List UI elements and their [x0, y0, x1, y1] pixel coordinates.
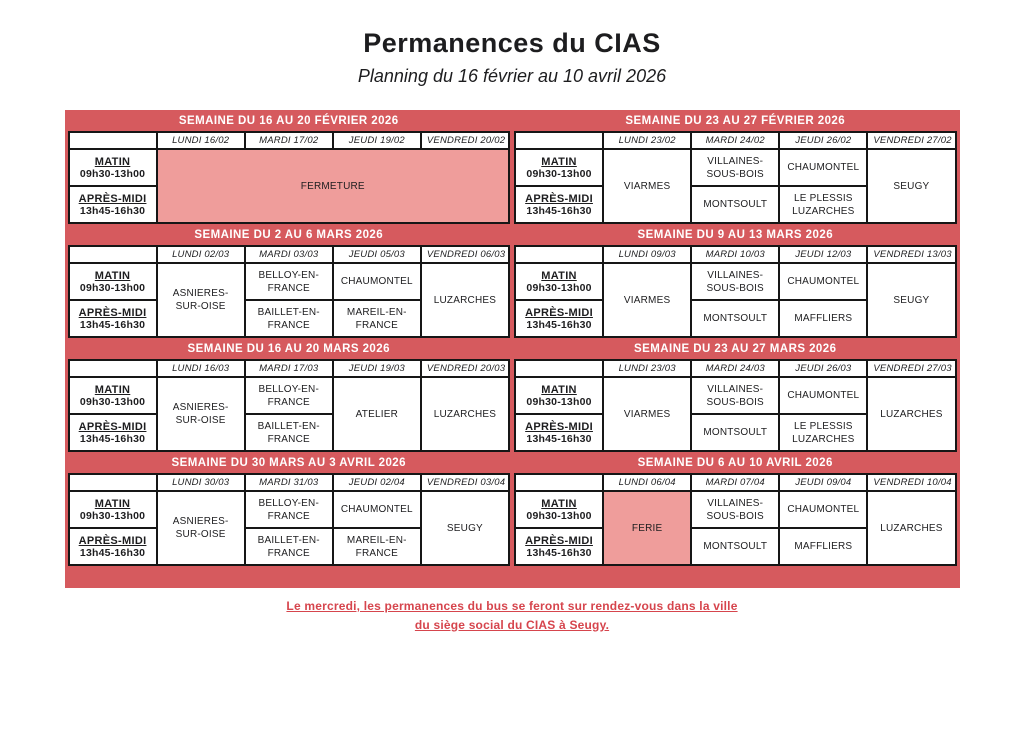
matin-label: MATIN [541, 383, 577, 396]
day-header: JEUDI 26/02 [779, 132, 867, 149]
matin-row-label [69, 377, 157, 414]
schedule-cell: SEUGY [867, 149, 955, 223]
day-header: VENDREDI 13/03 [867, 246, 955, 263]
apres-midi-row-label [69, 414, 157, 451]
page-subtitle: Planning du 16 février au 10 avril 2026 [357, 66, 667, 86]
week-title: SEMAINE DU 9 AU 13 MARS 2026 [637, 228, 834, 241]
matin-row-label [69, 149, 157, 186]
schedule-cell: LUZARCHES [421, 263, 509, 337]
schedule-cell: BELLOY-EN-FRANCE [245, 377, 333, 414]
matin-row-label [69, 263, 157, 300]
matin-label: MATIN [94, 155, 131, 168]
week-title: SEMAINE DU 30 MARS AU 3 AVRIL 2026 [171, 456, 406, 469]
day-header: LUNDI 16/03 [157, 360, 245, 377]
week-table [514, 245, 957, 338]
week-table [68, 473, 511, 566]
matin-label: MATIN [541, 269, 577, 282]
week-table [68, 245, 511, 338]
schedule-cell: MAREIL-EN-FRANCE [333, 528, 421, 565]
schedule-cell: VIARMES [603, 263, 691, 337]
day-header: VENDREDI 20/02 [421, 132, 509, 149]
schedule-cell: ASNIERES-SUR-OISE [157, 491, 245, 565]
week-block [514, 452, 957, 566]
matin-time: 09h30-13h00 [79, 395, 146, 408]
matin-time: 09h30-13h00 [79, 281, 146, 294]
week-block [514, 338, 957, 452]
schedule-cell: BAILLET-EN-FRANCE [245, 300, 333, 337]
schedule-cell: LUZARCHES [867, 377, 955, 451]
schedule-cell: CHAUMONTEL [333, 491, 421, 528]
week-block [68, 452, 511, 566]
day-header: MARDI 24/03 [691, 360, 779, 377]
schedule-cell: VIARMES [603, 377, 691, 451]
week-table [68, 131, 511, 224]
apres-midi-time: 13h45-16h30 [79, 432, 146, 445]
matin-time: 09h30-13h00 [79, 167, 146, 180]
corner-cell [69, 132, 157, 149]
matin-label: MATIN [94, 269, 131, 282]
matin-row-label [515, 377, 603, 414]
day-header-row [515, 246, 956, 263]
apres-midi-label: APRÈS-MIDI [78, 534, 147, 547]
day-header: JEUDI 19/02 [333, 132, 421, 149]
apres-midi-row-label [515, 528, 603, 565]
day-header: MARDI 17/02 [245, 132, 333, 149]
corner-cell [515, 360, 603, 377]
week-title: SEMAINE DU 16 AU 20 FÉVRIER 2026 [178, 114, 399, 127]
day-header-row [69, 360, 510, 377]
week-table [514, 359, 957, 452]
day-header: LUNDI 23/03 [603, 360, 691, 377]
day-header: LUNDI 09/03 [603, 246, 691, 263]
schedule-cell: BAILLET-EN-FRANCE [245, 528, 333, 565]
apres-midi-time: 13h45-16h30 [79, 204, 146, 217]
schedule-cell: CHAUMONTEL [779, 149, 867, 186]
schedule-cell: VILLAINES-SOUS-BOIS [691, 491, 779, 528]
apres-midi-time: 13h45-16h30 [526, 546, 592, 559]
corner-cell [515, 132, 603, 149]
day-header: LUNDI 02/03 [157, 246, 245, 263]
matin-row [69, 491, 510, 528]
matin-row [515, 149, 956, 186]
matin-row [515, 263, 956, 300]
week-title: SEMAINE DU 23 AU 27 FÉVRIER 2026 [625, 114, 846, 127]
apres-midi-label: APRÈS-MIDI [525, 192, 593, 205]
day-header: JEUDI 26/03 [779, 360, 867, 377]
day-header: LUNDI 23/02 [603, 132, 691, 149]
matin-time: 09h30-13h00 [526, 167, 592, 180]
day-header: MARDI 31/03 [245, 474, 333, 491]
schedule-cell: LUZARCHES [867, 491, 955, 565]
day-header: LUNDI 06/04 [603, 474, 691, 491]
holiday-cell: FERIE [603, 491, 691, 565]
week-title: SEMAINE DU 16 AU 20 MARS 2026 [187, 342, 390, 355]
matin-label: MATIN [94, 497, 131, 510]
page-title: Permanences du CIAS [363, 28, 661, 58]
schedule-cell: VILLAINES-SOUS-BOIS [691, 263, 779, 300]
day-header: LUNDI 16/02 [157, 132, 245, 149]
apres-midi-time: 13h45-16h30 [526, 432, 592, 445]
apres-midi-row-label [69, 186, 157, 223]
day-header: MARDI 24/02 [691, 132, 779, 149]
footer-note [0, 597, 1024, 634]
day-header: VENDREDI 27/03 [867, 360, 955, 377]
day-header: MARDI 07/04 [691, 474, 779, 491]
weeks-grid [68, 110, 957, 566]
schedule-cell: VILLAINES-SOUS-BOIS [691, 377, 779, 414]
day-header: JEUDI 05/03 [333, 246, 421, 263]
apres-midi-label: APRÈS-MIDI [78, 192, 147, 205]
apres-midi-label: APRÈS-MIDI [78, 306, 147, 319]
schedule-cell: CHAUMONTEL [333, 263, 421, 300]
corner-cell [515, 246, 603, 263]
closure-cell: FERMETURE [157, 149, 509, 223]
day-header: MARDI 10/03 [691, 246, 779, 263]
day-header: JEUDI 09/04 [779, 474, 867, 491]
schedule-cell: MONTSOULT [691, 414, 779, 451]
day-header: JEUDI 12/03 [779, 246, 867, 263]
day-header-row [515, 474, 956, 491]
corner-cell [69, 246, 157, 263]
day-header: VENDREDI 03/04 [421, 474, 509, 491]
schedule-cell: CHAUMONTEL [779, 491, 867, 528]
matin-row [515, 491, 956, 528]
schedule-cell: CHAUMONTEL [779, 263, 867, 300]
schedule-cell: MAREIL-EN-FRANCE [333, 300, 421, 337]
day-header: VENDREDI 10/04 [867, 474, 955, 491]
matin-row [69, 149, 510, 186]
week-table [514, 473, 957, 566]
schedule-cell: MONTSOULT [691, 528, 779, 565]
day-header: LUNDI 30/03 [157, 474, 245, 491]
week-block [68, 338, 511, 452]
week-title: SEMAINE DU 2 AU 6 MARS 2026 [194, 228, 384, 241]
schedule-cell: VIARMES [603, 149, 691, 223]
week-title: SEMAINE DU 23 AU 27 MARS 2026 [634, 342, 837, 355]
week-block [514, 224, 957, 338]
week-title: SEMAINE DU 6 AU 10 AVRIL 2026 [637, 456, 833, 469]
matin-time: 09h30-13h00 [526, 509, 592, 522]
schedule-cell: SEUGY [421, 491, 509, 565]
apres-midi-time: 13h45-16h30 [79, 318, 146, 331]
day-header: VENDREDI 27/02 [867, 132, 955, 149]
schedule-cell: CHAUMONTEL [779, 377, 867, 414]
corner-cell [515, 474, 603, 491]
schedule-cell: VILLAINES-SOUS-BOIS [691, 149, 779, 186]
matin-label: MATIN [541, 155, 577, 168]
day-header-row [69, 132, 510, 149]
day-header-row [69, 474, 510, 491]
day-header: JEUDI 02/04 [333, 474, 421, 491]
week-block [514, 110, 957, 224]
day-header-row [515, 360, 956, 377]
day-header: VENDREDI 20/03 [421, 360, 509, 377]
footer-note-line-2: du siège social du CIAS à Seugy. [414, 617, 610, 632]
week-block [68, 224, 511, 338]
matin-row-label [515, 491, 603, 528]
schedule-cell: BELLOY-EN-FRANCE [245, 263, 333, 300]
planning-board [65, 110, 960, 588]
apres-midi-time: 13h45-16h30 [526, 318, 592, 331]
schedule-cell: ASNIERES-SUR-OISE [157, 377, 245, 451]
apres-midi-row-label [69, 300, 157, 337]
schedule-cell: LE PLESSIS LUZARCHES [779, 186, 867, 223]
apres-midi-row-label [515, 414, 603, 451]
apres-midi-label: APRÈS-MIDI [525, 420, 593, 433]
matin-time: 09h30-13h00 [526, 281, 592, 294]
schedule-cell: LE PLESSIS LUZARCHES [779, 414, 867, 451]
schedule-cell: MAFFLIERS [779, 528, 867, 565]
matin-row-label [515, 263, 603, 300]
apres-midi-label: APRÈS-MIDI [525, 306, 593, 319]
day-header-row [69, 246, 510, 263]
apres-midi-row-label [515, 300, 603, 337]
apres-midi-row-label [515, 186, 603, 223]
schedule-cell: MONTSOULT [691, 300, 779, 337]
schedule-cell: BELLOY-EN-FRANCE [245, 491, 333, 528]
matin-row-label [69, 491, 157, 528]
day-header: MARDI 03/03 [245, 246, 333, 263]
day-header: VENDREDI 06/03 [421, 246, 509, 263]
day-header-row [515, 132, 956, 149]
matin-row-label [515, 149, 603, 186]
matin-label: MATIN [541, 497, 577, 510]
schedule-cell: ATELIER [333, 377, 421, 451]
matin-row [69, 377, 510, 414]
matin-time: 09h30-13h00 [526, 395, 592, 408]
footer-note-line-1: Le mercredi, les permanences du bus se feront sur rendez-vous dans la ville [286, 599, 738, 613]
corner-cell [69, 360, 157, 377]
matin-row [69, 263, 510, 300]
apres-midi-label: APRÈS-MIDI [78, 420, 147, 433]
schedule-cell: SEUGY [867, 263, 955, 337]
week-block [68, 110, 511, 224]
schedule-cell: BAILLET-EN-FRANCE [245, 414, 333, 451]
apres-midi-time: 13h45-16h30 [526, 204, 592, 217]
week-table [514, 131, 957, 224]
day-header: MARDI 17/03 [245, 360, 333, 377]
apres-midi-time: 13h45-16h30 [79, 546, 146, 559]
matin-time: 09h30-13h00 [79, 509, 146, 522]
day-header: JEUDI 19/03 [333, 360, 421, 377]
apres-midi-row-label [69, 528, 157, 565]
schedule-cell: MAFFLIERS [779, 300, 867, 337]
schedule-cell: ASNIERES-SUR-OISE [157, 263, 245, 337]
matin-row [515, 377, 956, 414]
corner-cell [69, 474, 157, 491]
schedule-cell: LUZARCHES [421, 377, 509, 451]
apres-midi-label: APRÈS-MIDI [525, 534, 593, 547]
matin-label: MATIN [94, 383, 131, 396]
week-table [68, 359, 511, 452]
schedule-cell: MONTSOULT [691, 186, 779, 223]
